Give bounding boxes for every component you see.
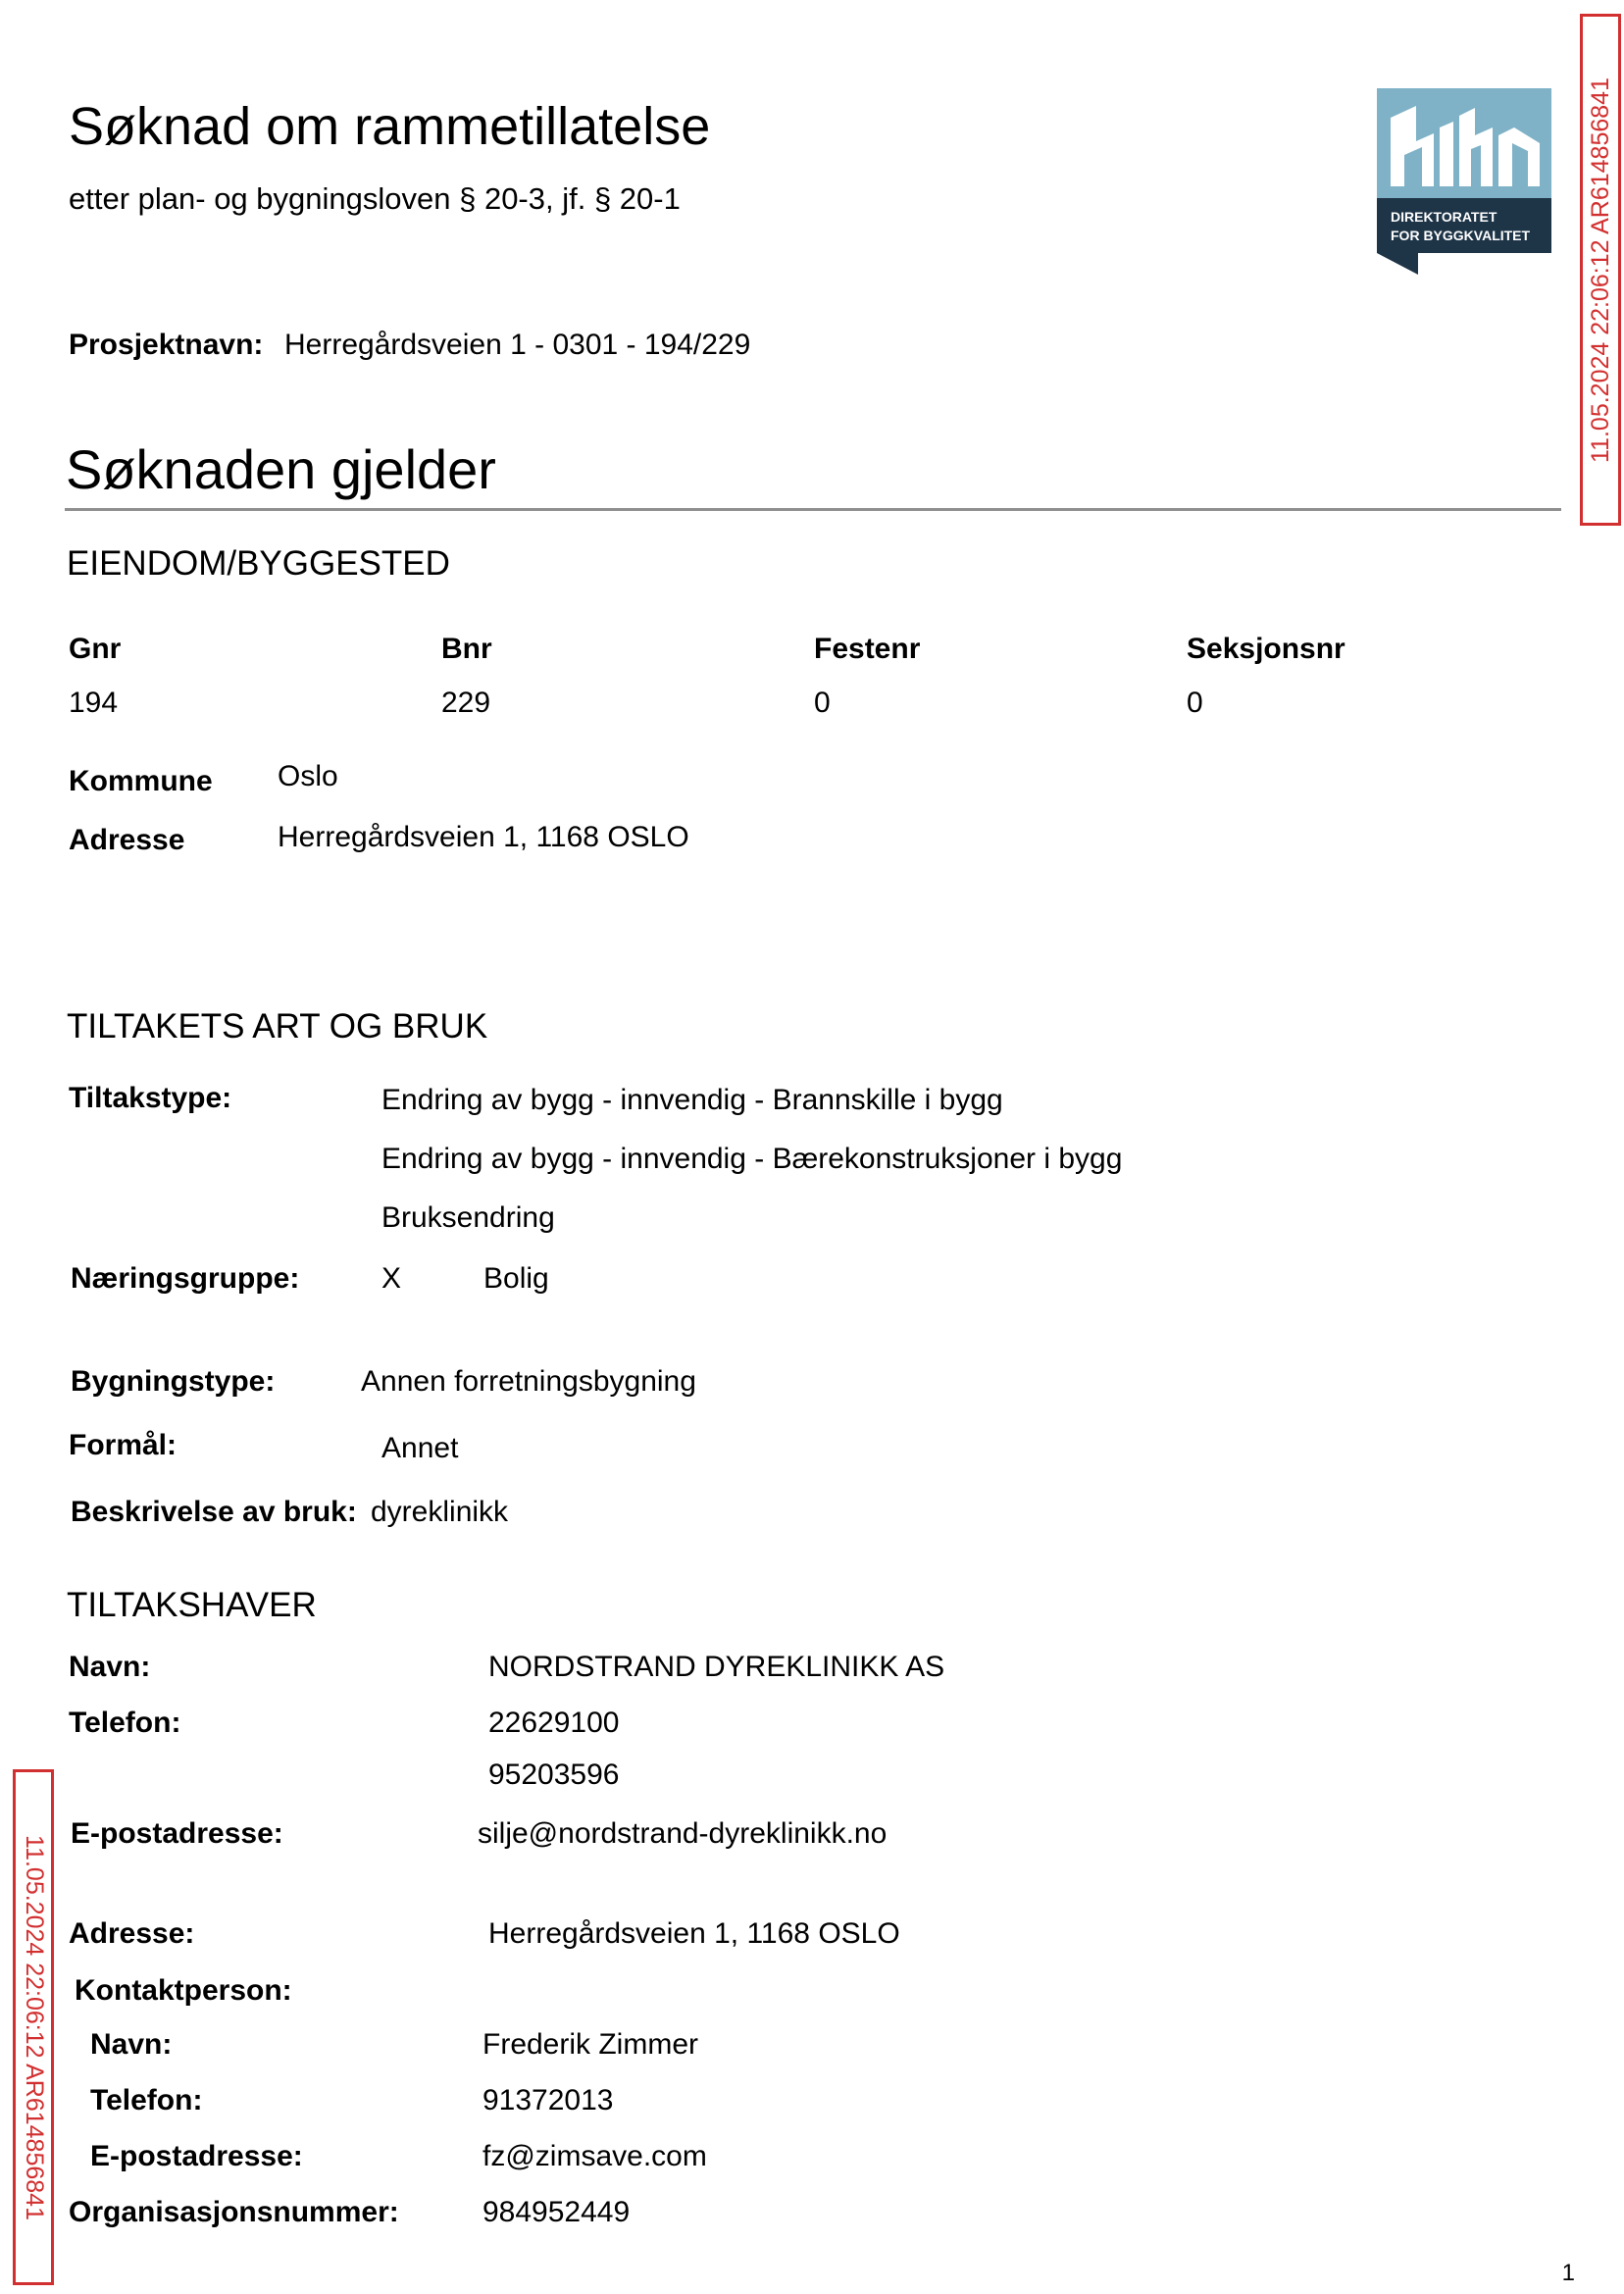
- tiltakshaver-navn-label: Navn:: [69, 1651, 151, 1683]
- kontaktperson-label: Kontaktperson:: [75, 1974, 292, 2007]
- seksjonsnr-value: 0: [1187, 687, 1203, 719]
- tiltakshaver-epost-label: E-postadresse:: [71, 1817, 283, 1850]
- adresse-label: Adresse: [69, 824, 185, 856]
- adresse-value: Herregårdsveien 1, 1168 OSLO: [278, 821, 689, 853]
- tiltakshaver-navn-value: NORDSTRAND DYREKLINIKK AS: [488, 1651, 945, 1683]
- tiltakshaver-telefon-label: Telefon:: [69, 1707, 181, 1739]
- organisasjonsnummer-label: Organisasjonsnummer:: [69, 2196, 399, 2228]
- tiltakshaver-telefon-value-1: 22629100: [488, 1707, 620, 1739]
- formal-value: Annet: [381, 1432, 459, 1464]
- tiltakshaver-adresse-value: Herregårdsveien 1, 1168 OSLO: [488, 1917, 900, 1950]
- bnr-label: Bnr: [441, 633, 492, 665]
- kontakt-navn-label: Navn:: [90, 2028, 173, 2061]
- eiendom-heading: EIENDOM/BYGGESTED: [67, 544, 450, 583]
- stamp-text: 11.05.2024 22:06:12 AR614856841: [20, 1834, 48, 2220]
- logo-text-line2: FOR BYGGKVALITET: [1391, 228, 1531, 243]
- naeringsgruppe-label: Næringsgruppe:: [71, 1262, 300, 1295]
- bygningstype-value: Annen forretningsbygning: [361, 1365, 696, 1398]
- seksjonsnr-label: Seksjonsnr: [1187, 633, 1345, 665]
- tiltak-heading: TILTAKETS ART OG BRUK: [67, 1007, 488, 1045]
- tiltakstype-label: Tiltakstype:: [69, 1082, 232, 1114]
- kontakt-telefon-value: 91372013: [482, 2084, 614, 2116]
- formal-label: Formål:: [69, 1429, 178, 1461]
- tiltakstype-value-1: Endring av bygg - innvendig - Brannskille i bygg: [381, 1084, 1003, 1116]
- kontakt-telefon-label: Telefon:: [90, 2084, 203, 2116]
- bnr-value: 229: [441, 687, 491, 719]
- kommune-label: Kommune: [69, 765, 213, 797]
- logo-text-line1: DIREKTORATET: [1391, 209, 1497, 225]
- kontakt-navn-value: Frederik Zimmer: [482, 2028, 699, 2061]
- section-divider: [65, 508, 1561, 511]
- organisasjonsnummer-value: 984952449: [482, 2196, 631, 2228]
- tiltakstype-value-2: Endring av bygg - innvendig - Bærekonstruksjoner i bygg: [381, 1143, 1123, 1175]
- kontakt-epost-value: fz@zimsave.com: [482, 2140, 707, 2172]
- project-label: Prosjektnavn:: [69, 329, 264, 361]
- tiltakshaver-telefon-value-2: 95203596: [488, 1759, 620, 1791]
- naeringsgruppe-code: X: [381, 1262, 402, 1295]
- tiltakshaver-heading: TILTAKSHAVER: [67, 1586, 317, 1624]
- festenr-label: Festenr: [814, 633, 921, 665]
- stamp-text: 11.05.2024 22:06:12 AR614856841: [1586, 76, 1614, 463]
- section-title: Søknaden gjelder: [66, 438, 496, 500]
- document-title: Søknad om rammetillatelse: [69, 97, 711, 156]
- festenr-value: 0: [814, 687, 831, 719]
- kommune-value: Oslo: [278, 760, 338, 792]
- beskrivelse-label: Beskrivelse av bruk:: [71, 1496, 357, 1528]
- kontakt-epost-label: E-postadresse:: [90, 2140, 303, 2172]
- timestamp-stamp-right: [1580, 14, 1621, 526]
- document-subtitle: etter plan- og bygningsloven § 20-3, jf. § 20-1: [69, 181, 681, 216]
- timestamp-stamp-left: [13, 1769, 54, 2285]
- gnr-value: 194: [69, 687, 119, 719]
- page-number: 1: [1561, 2260, 1575, 2286]
- dibk-logo-icon: [1377, 88, 1551, 275]
- tiltakshaver-adresse-label: Adresse:: [69, 1917, 195, 1950]
- project-value: Herregårdsveien 1 - 0301 - 194/229: [284, 329, 751, 361]
- gnr-label: Gnr: [69, 633, 122, 665]
- bygningstype-label: Bygningstype:: [71, 1365, 276, 1398]
- naeringsgruppe-value: Bolig: [483, 1262, 549, 1295]
- tiltakshaver-epost-value: silje@nordstrand-dyreklinikk.no: [478, 1817, 888, 1850]
- beskrivelse-value: dyreklinikk: [371, 1496, 509, 1528]
- tiltakstype-value-3: Bruksendring: [381, 1201, 555, 1234]
